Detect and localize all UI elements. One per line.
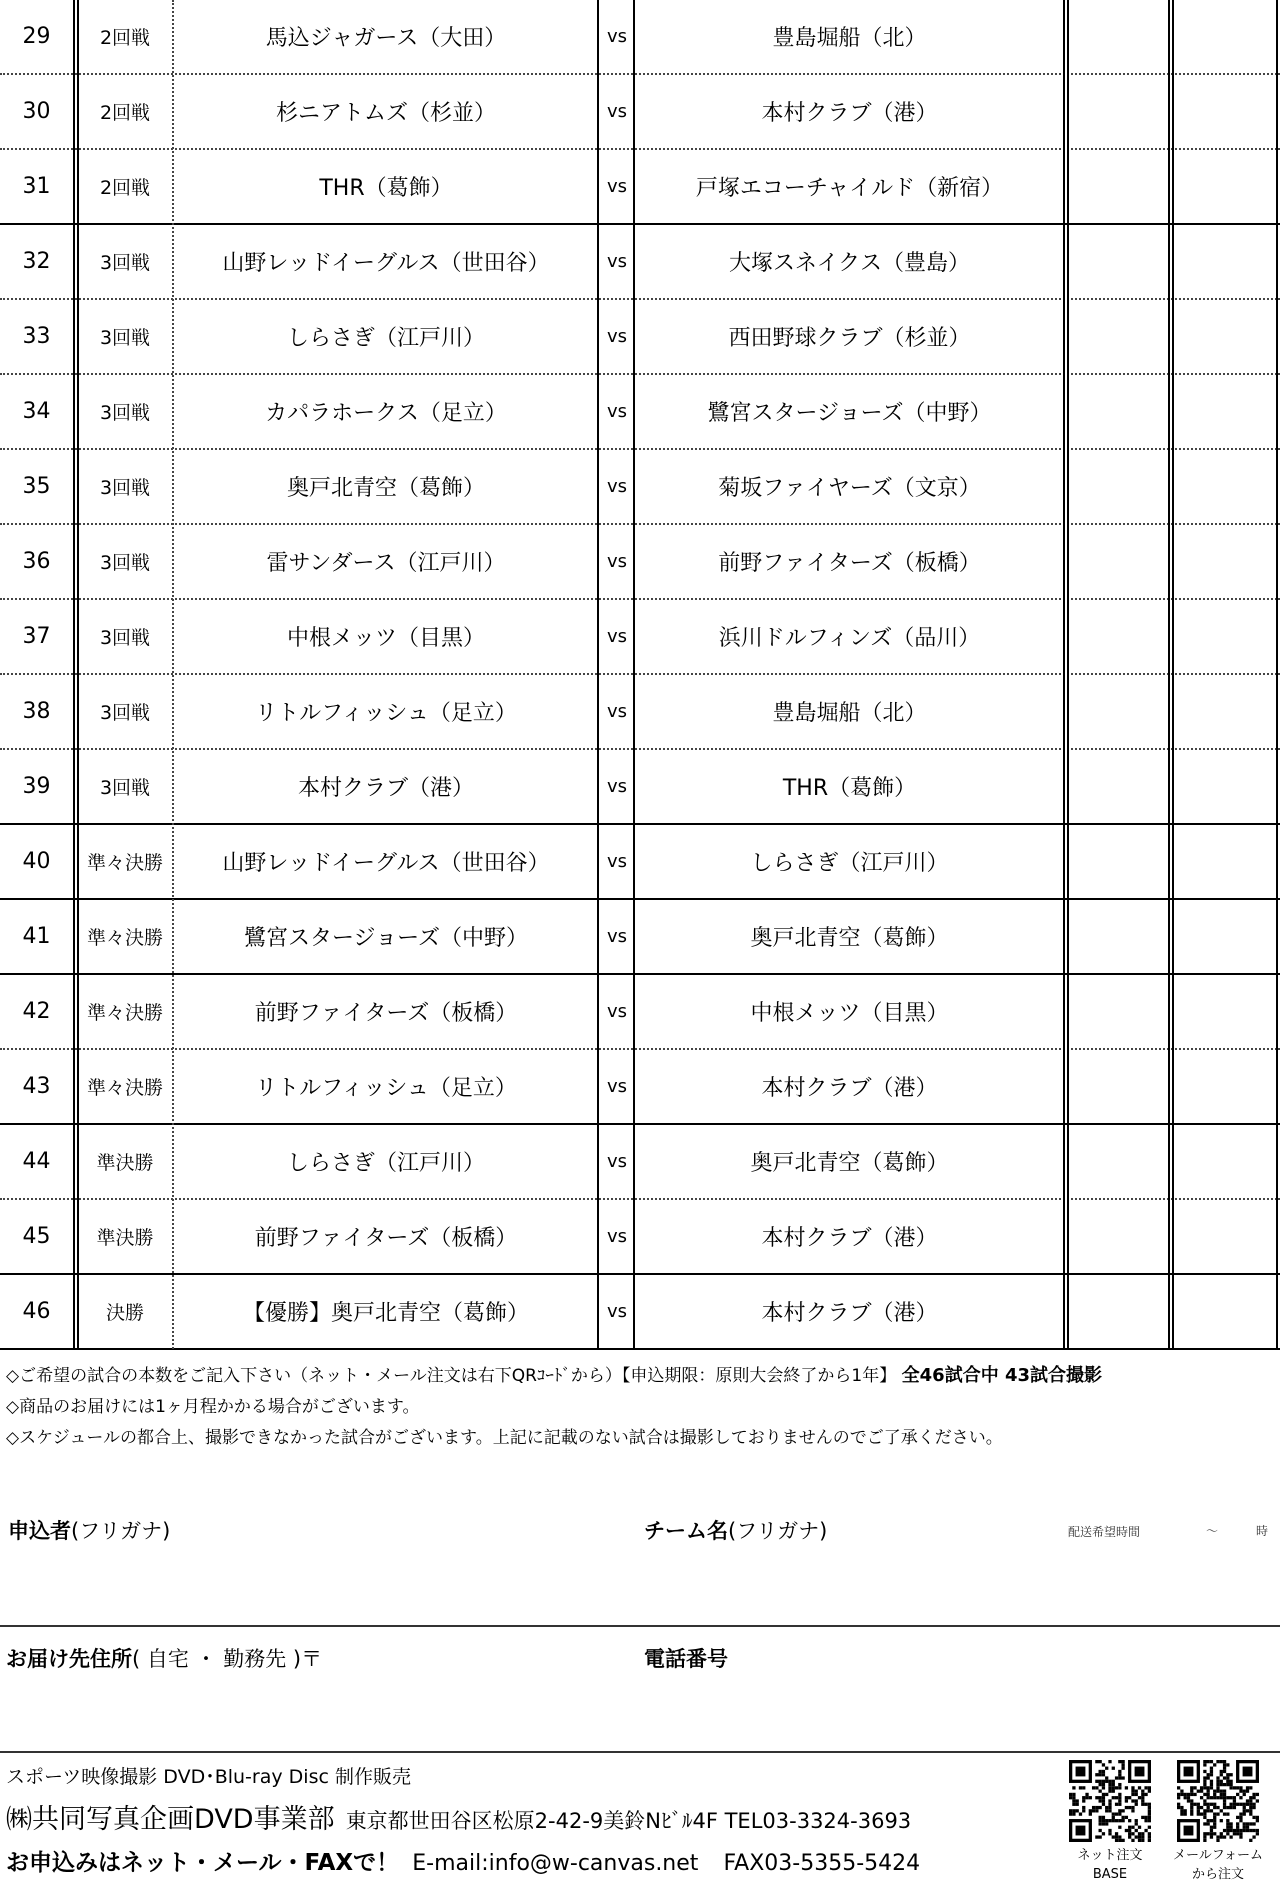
order-quantity-cell[interactable] <box>1068 1125 1168 1198</box>
vs-label: vs <box>606 851 628 872</box>
match-number: 35 <box>22 474 51 499</box>
match-number: 33 <box>22 324 51 349</box>
order-quantity-cell[interactable] <box>1068 450 1168 523</box>
order-quantity-cell[interactable] <box>1068 975 1168 1048</box>
match-row <box>0 225 1280 300</box>
team-label-text: チーム名 <box>644 1519 728 1543</box>
vs-label: vs <box>606 401 628 422</box>
applicant-label-text: 申込者 <box>8 1519 71 1543</box>
vs-label: vs <box>606 251 628 272</box>
match-number: 38 <box>22 699 51 724</box>
away-team: 西田野球クラブ（杉並） <box>728 326 971 351</box>
qr-base-caption-2: BASE <box>1092 1867 1128 1882</box>
match-number: 36 <box>22 549 51 574</box>
col-divider <box>597 0 599 1349</box>
match-round: 3回戦 <box>99 252 151 274</box>
match-row <box>0 600 1280 675</box>
away-team: 浜川ドルフィンズ（品川） <box>718 626 981 651</box>
match-number: 39 <box>22 774 51 799</box>
vs-label: vs <box>606 551 628 572</box>
order-quantity-cell[interactable] <box>1068 0 1168 73</box>
order-quantity-cell[interactable] <box>1068 750 1168 823</box>
qr-base-caption-1: ネット注文 <box>1077 1848 1143 1863</box>
team-label <box>644 1515 827 1545</box>
home-team: リトルフィッシュ（足立） <box>255 1076 517 1101</box>
match-row <box>0 1275 1280 1350</box>
col-divider <box>77 0 79 1349</box>
match-number: 40 <box>22 849 51 874</box>
form-divider <box>0 1625 1280 1627</box>
match-round: 3回戦 <box>99 552 151 574</box>
match-round: 準決勝 <box>96 1152 154 1174</box>
away-team: 鷺宮スタージョーズ（中野） <box>707 401 992 426</box>
away-team: 中根メッツ（目黒） <box>750 1001 949 1026</box>
vs-label: vs <box>606 926 628 947</box>
home-team: 前野ファイターズ（板橋） <box>254 1226 518 1251</box>
order-quantity-cell[interactable] <box>1176 525 1276 598</box>
match-round: 3回戦 <box>99 477 151 499</box>
match-round: 2回戦 <box>99 177 151 199</box>
form-divider <box>0 1751 1280 1753</box>
match-round: 3回戦 <box>99 627 151 649</box>
company-name: 共同写真企画DVD事業部 <box>32 1804 335 1835</box>
match-round: 2回戦 <box>99 27 151 49</box>
note-delivery: ◇商品のお届けには1ヶ月程かかる場合がございます。 <box>6 1397 420 1417</box>
away-team: 本村クラブ（港） <box>761 1301 938 1326</box>
home-team: カパラホークス（足立） <box>265 401 507 426</box>
footer-tagline: スポーツ映像撮影 DVD･Blu-ray Disc 制作販売 <box>6 1766 411 1788</box>
home-team: 山野レッドイーグルス（世田谷） <box>222 251 550 276</box>
col-divider <box>1172 0 1174 1349</box>
order-quantity-cell[interactable] <box>1068 1200 1168 1273</box>
match-number: 34 <box>22 399 51 424</box>
order-quantity-cell[interactable] <box>1068 675 1168 748</box>
order-quantity-cell[interactable] <box>1176 900 1276 973</box>
match-number: 37 <box>22 624 51 649</box>
vs-label: vs <box>606 326 628 347</box>
match-row <box>0 1200 1280 1275</box>
order-quantity-cell[interactable] <box>1068 300 1168 373</box>
footer-order-line <box>6 1844 920 1877</box>
match-row <box>0 750 1280 825</box>
match-row <box>0 825 1280 900</box>
match-row <box>0 900 1280 975</box>
home-team: THR（葛飾） <box>319 176 453 201</box>
match-round: 3回戦 <box>99 777 151 799</box>
order-quantity-cell[interactable] <box>1068 375 1168 448</box>
home-team: 前野ファイターズ（板橋） <box>254 1001 518 1026</box>
vs-label: vs <box>606 476 628 497</box>
footer-company-line <box>6 1797 911 1836</box>
match-row <box>0 450 1280 525</box>
match-round: 決勝 <box>105 1302 144 1324</box>
away-team: 戸塚エコーチャイルド（新宿） <box>695 176 1004 201</box>
home-team: 鷺宮スタージョーズ（中野） <box>243 926 529 951</box>
order-quantity-cell[interactable] <box>1176 975 1276 1048</box>
company-prefix: ㈱ <box>6 1805 33 1835</box>
qr-code-base-icon[interactable] <box>1069 1760 1151 1842</box>
match-number: 45 <box>22 1224 51 1249</box>
order-lead: お申込みはネット・メール・FAXで！ <box>6 1850 400 1876</box>
away-team: THR（葛飾） <box>782 776 917 801</box>
order-quantity-cell[interactable] <box>1176 375 1276 448</box>
order-quantity-cell[interactable] <box>1176 1275 1276 1348</box>
note-order-count: 全46試合中 43試合撮影 <box>901 1365 1103 1386</box>
match-number: 42 <box>22 999 51 1024</box>
match-round: 準々決勝 <box>86 1077 163 1099</box>
away-team: 奥戸北青空（葛飾） <box>750 926 949 951</box>
contact-email[interactable]: E-mail:info@w-canvas.net <box>412 1851 699 1876</box>
vs-label: vs <box>606 776 628 797</box>
order-quantity-cell[interactable] <box>1176 150 1276 223</box>
match-round: 準々決勝 <box>86 852 163 874</box>
vs-label: vs <box>606 1226 628 1247</box>
match-number: 43 <box>22 1074 51 1099</box>
match-number: 46 <box>22 1299 51 1324</box>
col-divider <box>172 0 174 1349</box>
note-order <box>6 1361 1102 1387</box>
away-team: 前野ファイターズ（板橋） <box>718 551 981 576</box>
address-label-text: お届け先住所 <box>6 1647 132 1671</box>
team-label-sub: (フリガナ) <box>728 1519 828 1543</box>
address-label-sub: ( 自宅 ・ 勤務先 )〒 <box>132 1647 323 1671</box>
order-quantity-cell[interactable] <box>1068 900 1168 973</box>
away-team: 本村クラブ（港） <box>761 1076 938 1101</box>
order-quantity-cell[interactable] <box>1176 1125 1276 1198</box>
order-quantity-cell[interactable] <box>1176 600 1276 673</box>
order-quantity-cell[interactable] <box>1068 150 1168 223</box>
match-round: 準決勝 <box>96 1227 154 1249</box>
match-row <box>0 300 1280 375</box>
delivery-time-unit: 時 <box>1256 1524 1269 1538</box>
order-quantity-cell[interactable] <box>1176 825 1276 898</box>
match-row <box>0 975 1280 1050</box>
away-team: 菊坂ファイヤーズ（文京） <box>718 476 981 501</box>
home-team: 山野レッドイーグルス（世田谷） <box>222 851 550 876</box>
match-number: 30 <box>22 99 51 124</box>
vs-label: vs <box>606 1001 628 1022</box>
note-schedule: ◇スケジュールの都合上、撮影できなかった試合がございます。上記に記載のない試合は撮影しておりませんのでご了承ください。 <box>6 1428 1003 1448</box>
match-round: 3回戦 <box>99 327 151 349</box>
qr-base-caption <box>1060 1846 1160 1884</box>
applicant-label-sub: (フリガナ) <box>71 1519 171 1543</box>
away-team: しらさぎ（江戸川） <box>750 851 949 876</box>
delivery-time-sep: ～ <box>1206 1524 1219 1538</box>
col-divider <box>1276 0 1278 1349</box>
phone-label: 電話番号 <box>644 1647 728 1671</box>
match-row <box>0 1125 1280 1200</box>
home-team: 雷サンダース（江戸川） <box>266 551 506 576</box>
match-row <box>0 525 1280 600</box>
order-quantity-cell[interactable] <box>1068 75 1168 148</box>
match-number: 29 <box>22 24 51 49</box>
match-round: 3回戦 <box>99 702 151 724</box>
col-divider <box>1067 0 1069 1349</box>
match-row <box>0 150 1280 225</box>
away-team: 大塚スネイクス（豊島） <box>729 251 970 276</box>
home-team: しらさぎ（江戸川） <box>286 326 485 351</box>
home-team: しらさぎ（江戸川） <box>286 1151 485 1176</box>
order-quantity-cell[interactable] <box>1176 75 1276 148</box>
col-divider <box>1063 0 1065 1349</box>
order-quantity-cell[interactable] <box>1068 525 1168 598</box>
vs-label: vs <box>606 701 628 722</box>
order-quantity-cell[interactable] <box>1068 825 1168 898</box>
contact-fax: FAX03-5355-5424 <box>723 1851 921 1876</box>
delivery-time-label: 配送希望時間 <box>1068 1525 1141 1539</box>
qr-mailform-caption-2: から注文 <box>1191 1867 1244 1882</box>
vs-label: vs <box>606 176 628 197</box>
match-row <box>0 675 1280 750</box>
qr-mailform-caption-1: メールフォーム <box>1172 1848 1264 1863</box>
away-team: 本村クラブ（港） <box>761 1226 938 1251</box>
match-row <box>0 1050 1280 1125</box>
qr-mailform-caption <box>1168 1846 1268 1884</box>
home-team: 馬込ジャガース（大田） <box>265 26 507 51</box>
home-team: 中根メッツ（目黒） <box>286 626 485 651</box>
company-address: 東京都世田谷区松原2-42-9美鈴Nﾋﾞﾙ4F TEL03-3324-3693 <box>345 1809 912 1833</box>
address-label <box>6 1643 322 1673</box>
home-team: 本村クラブ（港） <box>297 776 474 801</box>
applicant-label <box>8 1515 170 1545</box>
match-number: 32 <box>22 249 51 274</box>
order-quantity-cell[interactable] <box>1176 225 1276 298</box>
order-quantity-cell[interactable] <box>1068 225 1168 298</box>
order-quantity-cell[interactable] <box>1176 1050 1276 1123</box>
order-quantity-cell[interactable] <box>1176 675 1276 748</box>
order-quantity-cell[interactable] <box>1068 600 1168 673</box>
match-row <box>0 75 1280 150</box>
vs-label: vs <box>606 1076 628 1097</box>
col-divider <box>73 0 75 1349</box>
order-quantity-cell[interactable] <box>1176 1200 1276 1273</box>
home-team: 【優勝】奥戸北青空（葛飾） <box>242 1301 529 1326</box>
vs-label: vs <box>606 626 628 647</box>
vs-label: vs <box>606 101 628 122</box>
away-team: 豊島堀船（北） <box>772 701 927 726</box>
vs-label: vs <box>606 26 628 47</box>
order-quantity-cell[interactable] <box>1176 450 1276 523</box>
qr-code-mailform-icon[interactable] <box>1177 1760 1259 1842</box>
col-divider <box>633 0 635 1349</box>
note-order-text: ◇ご希望の試合の本数をご記入下さい（ネット・メール注文は右下QRｺｰﾄﾞから）【申込期限：原則大会終了から1年】 <box>6 1366 897 1386</box>
match-number: 41 <box>22 924 51 949</box>
vs-label: vs <box>606 1151 628 1172</box>
away-team: 本村クラブ（港） <box>761 101 938 126</box>
home-team: リトルフィッシュ（足立） <box>255 701 517 726</box>
match-number: 31 <box>22 174 51 199</box>
home-team: 杉ニアトムズ（杉並） <box>275 101 496 126</box>
order-quantity-cell[interactable] <box>1176 300 1276 373</box>
match-row <box>0 375 1280 450</box>
match-round: 準々決勝 <box>86 1002 163 1024</box>
col-divider <box>1168 0 1170 1349</box>
match-round: 3回戦 <box>99 402 151 424</box>
home-team: 奥戸北青空（葛飾） <box>286 476 485 501</box>
match-number: 44 <box>22 1149 51 1174</box>
vs-label: vs <box>606 1301 628 1322</box>
order-quantity-cell[interactable] <box>1068 1050 1168 1123</box>
away-team: 豊島堀船（北） <box>772 26 927 51</box>
away-team: 奥戸北青空（葛飾） <box>750 1151 949 1176</box>
match-round: 準々決勝 <box>86 927 163 949</box>
order-quantity-cell[interactable] <box>1068 1275 1168 1348</box>
match-round: 2回戦 <box>99 102 151 124</box>
match-row <box>0 0 1280 75</box>
order-quantity-cell[interactable] <box>1176 750 1276 823</box>
order-quantity-cell[interactable] <box>1176 0 1276 73</box>
